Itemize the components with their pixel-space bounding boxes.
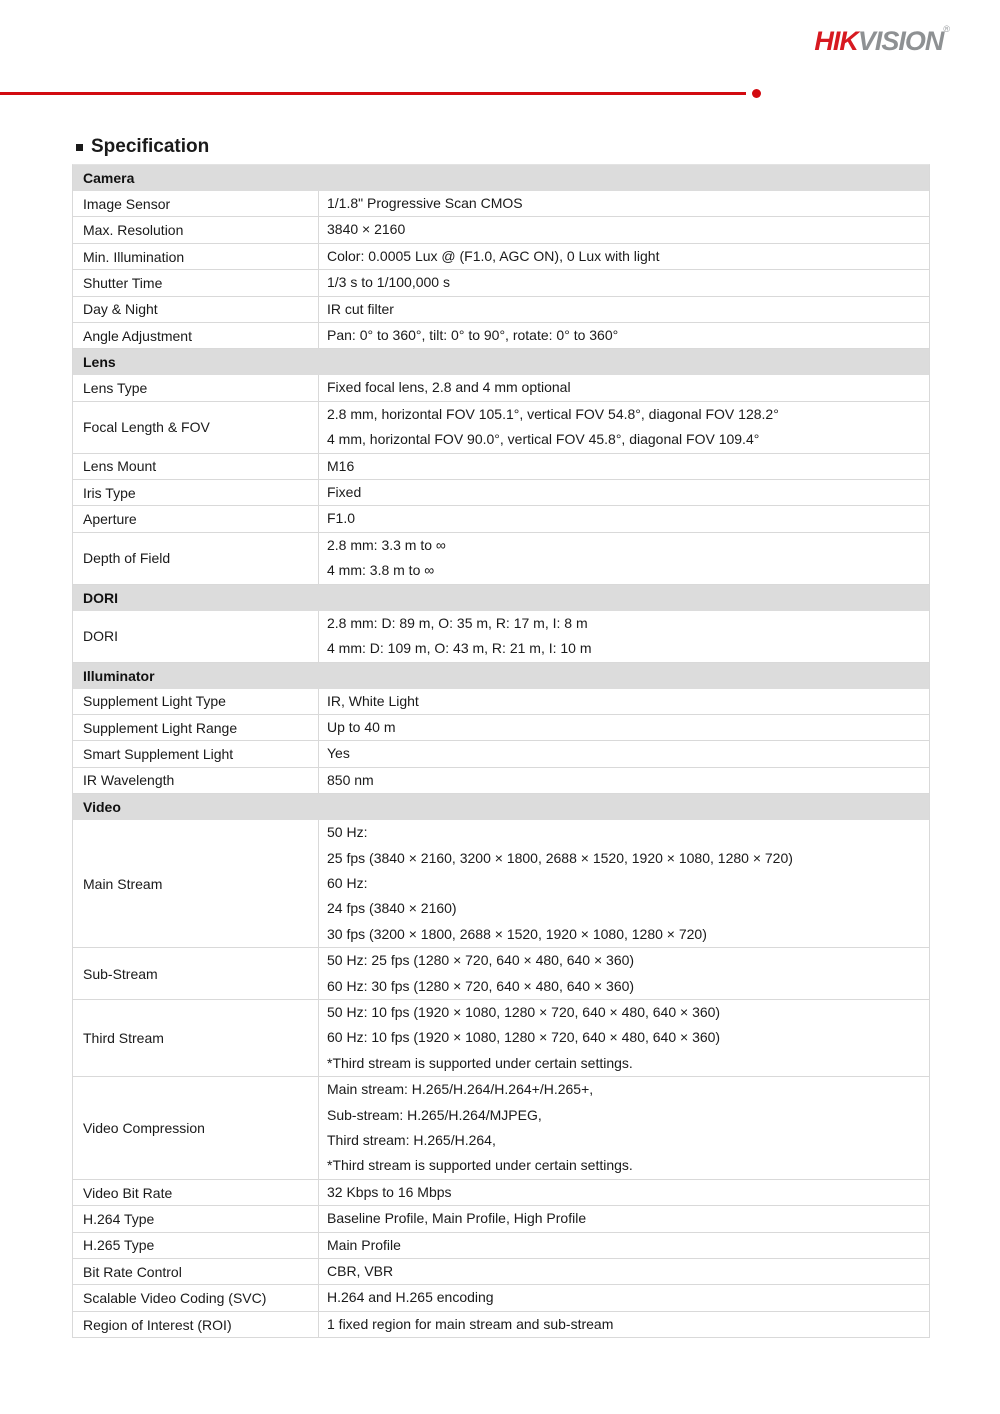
spec-value-line: 4 mm: D: 109 m, O: 43 m, R: 21 m, I: 10 m [327,640,592,657]
page-title-text: Specification [91,136,210,157]
table-row [73,270,929,296]
table-row [73,1180,929,1206]
table-row [73,402,929,454]
page-title [76,136,209,158]
table-row [73,611,929,663]
spec-value [319,244,929,269]
spec-value-line: 1/1.8" Progressive Scan CMOS [327,195,523,211]
spec-value [319,217,929,242]
spec-label: Lens Mount [73,454,319,479]
spec-value-line: Up to 40 m [327,718,396,735]
table-row [73,820,929,948]
header-rule-dot [752,89,761,98]
spec-label: Supplement Light Type [73,689,319,714]
spec-label: Image Sensor [73,191,319,216]
spec-value [319,297,929,322]
spec-label: H.265 Type [73,1233,319,1258]
spec-value-line: 2.8 mm: D: 89 m, O: 35 m, R: 17 m, I: 8 m [327,614,588,631]
table-row [73,741,929,767]
spec-value [319,402,929,453]
spec-label: H.264 Type [73,1206,319,1231]
table-row [73,297,929,323]
spec-value [319,1285,929,1310]
spec-value [319,506,929,531]
spec-value-line: Pan: 0° to 360°, tilt: 0° to 90°, rotate: 0° to 360° [327,327,619,344]
spec-label: Max. Resolution [73,217,319,242]
spec-value-line: IR, White Light [327,692,419,709]
spec-value-line: 50 Hz: 25 fps (1280 × 720, 640 × 480, 640 × 360) [327,952,635,969]
section-title: Camera [83,170,135,186]
spec-value-line: Main Profile [327,1236,401,1253]
spec-value-line: 2.8 mm: 3.3 m to ∞ [327,536,446,553]
section-title: Video [83,799,121,816]
spec-value-line: 32 Kbps to 16 Mbps [327,1183,452,1200]
spec-value [319,1077,929,1179]
table-row [73,1285,929,1311]
spec-value-line: IR cut filter [327,300,394,317]
spec-label: Smart Supplement Light [73,741,319,766]
section-title: Lens [83,354,116,371]
section-header-video [73,794,929,820]
spec-label: Aperture [73,506,319,531]
spec-label: Bit Rate Control [73,1259,319,1284]
table-row [73,506,929,532]
spec-value [319,191,929,216]
spec-label: Iris Type [73,480,319,505]
spec-value [319,1206,929,1231]
spec-label: Day & Night [73,297,319,322]
spec-value [319,820,929,947]
spec-value [319,533,929,584]
registered-trademark-icon: ® [943,24,950,34]
square-bullet-icon [76,144,83,151]
spec-value-line: Sub-stream: H.265/H.264/MJPEG, [327,1106,542,1123]
spec-value-line: Fixed [327,484,362,501]
spec-value [319,715,929,740]
table-row [73,323,929,349]
section-header-illuminator [73,663,929,689]
table-row [73,191,929,217]
spec-value [319,1259,929,1284]
spec-label: Shutter Time [73,270,319,295]
spec-label: Depth of Field [73,533,319,584]
table-row [73,948,929,1000]
header-rule [0,92,746,95]
table-row [73,768,929,794]
spec-value-line: 2.8 mm, horizontal FOV 105.1°, vertical FOV 54.8°, diagonal FOV 128.2° [327,405,779,422]
spec-value-line: 850 nm [327,771,374,788]
logo-vision-text: VISION [857,26,944,56]
spec-value-line: Color: 0.0005 Lux @ (F1.0, AGC ON), 0 Lux with light [327,247,660,264]
spec-label: Third Stream [73,1000,319,1076]
spec-value [319,454,929,479]
spec-label: Video Bit Rate [73,1180,319,1205]
table-row [73,480,929,506]
spec-label: Video Compression [73,1077,319,1179]
spec-value [319,1180,929,1205]
spec-value-line: *Third stream is supported under certain settings. [327,1054,633,1071]
spec-label: Focal Length & FOV [73,402,319,453]
spec-value-line: Fixed focal lens, 2.8 and 4 mm optional [327,379,571,396]
spec-label: Region of Interest (ROI) [73,1312,319,1337]
table-row [73,375,929,401]
spec-value [319,768,929,793]
spec-value [319,480,929,505]
spec-value [319,948,929,999]
spec-value-line: 50 Hz: [327,824,368,841]
spec-label: Main Stream [73,820,319,947]
table-row [73,1000,929,1077]
spec-label: Sub-Stream [73,948,319,999]
table-row [73,1077,929,1180]
table-row [73,454,929,480]
spec-value-line: 4 mm: 3.8 m to ∞ [327,562,435,579]
table-row [73,715,929,741]
spec-value-line: 4 mm, horizontal FOV 90.0°, vertical FOV 45.8°, diagonal FOV 109.4° [327,431,760,448]
spec-value-line: Third stream: H.265/H.264, [327,1132,496,1148]
logo-hik-text: HIK [814,26,858,56]
spec-value-line: M16 [327,457,355,474]
hikvision-logo [814,26,950,57]
spec-value [319,1000,929,1076]
spec-value-line: 30 fps (3200 × 1800, 2688 × 1520, 1920 × 1080, 1280 × 720) [327,925,707,942]
table-row [73,217,929,243]
spec-value-line: H.264 and H.265 encoding [327,1289,494,1306]
spec-value-line: 3840 × 2160 [327,221,406,238]
spec-value-line: 1/3 s to 1/100,000 s [327,274,450,291]
spec-label: Angle Adjustment [73,323,319,348]
table-row [73,1233,929,1259]
spec-value-line: 60 Hz: 30 fps (1280 × 720, 640 × 480, 640 × 360) [327,977,635,994]
spec-value-line: CBR, VBR [327,1263,394,1280]
spec-value-line: Main stream: H.265/H.264/H.264+/H.265+, [327,1081,594,1098]
section-title: DORI [83,589,118,606]
specification-table [72,164,930,1338]
spec-value [319,323,929,348]
spec-value-line: 60 Hz: [327,874,368,891]
spec-value-line: Baseline Profile, Main Profile, High Profile [327,1210,587,1227]
spec-value [319,1233,929,1258]
spec-value-line: 25 fps (3840 × 2160, 3200 × 1800, 2688 × 1520, 1920 × 1080, 1280 × 720) [327,849,793,866]
spec-value [319,270,929,295]
spec-value-line: 50 Hz: 10 fps (1920 × 1080, 1280 × 720, 640 × 480, 640 × 360) [327,1003,721,1020]
spec-label: Min. Illumination [73,244,319,269]
spec-value-line: *Third stream is supported under certain settings. [327,1157,633,1174]
spec-value-line: Yes [327,745,350,762]
section-title: Illuminator [83,667,155,684]
spec-label: Scalable Video Coding (SVC) [73,1285,319,1310]
table-row [73,244,929,270]
table-row [73,1206,929,1232]
spec-label: Supplement Light Range [73,715,319,740]
spec-value [319,1312,929,1337]
spec-value [319,375,929,400]
table-row [73,1259,929,1285]
spec-label: IR Wavelength [73,768,319,793]
spec-value [319,689,929,714]
spec-value-line: 24 fps (3840 × 2160) [327,900,457,917]
spec-value [319,741,929,766]
spec-value [319,611,929,662]
spec-label: Lens Type [73,375,319,400]
table-row [73,1312,929,1338]
section-header-dori [73,585,929,611]
section-header-camera [73,165,929,191]
spec-value-line: F1.0 [327,510,356,527]
table-row [73,533,929,585]
section-header-lens [73,349,929,375]
spec-value-line: 1 fixed region for main stream and sub-stream [327,1315,614,1332]
spec-value-line: 60 Hz: 10 fps (1920 × 1080, 1280 × 720, 640 × 480, 640 × 360) [327,1029,721,1046]
spec-label: DORI [73,611,319,662]
table-row [73,689,929,715]
